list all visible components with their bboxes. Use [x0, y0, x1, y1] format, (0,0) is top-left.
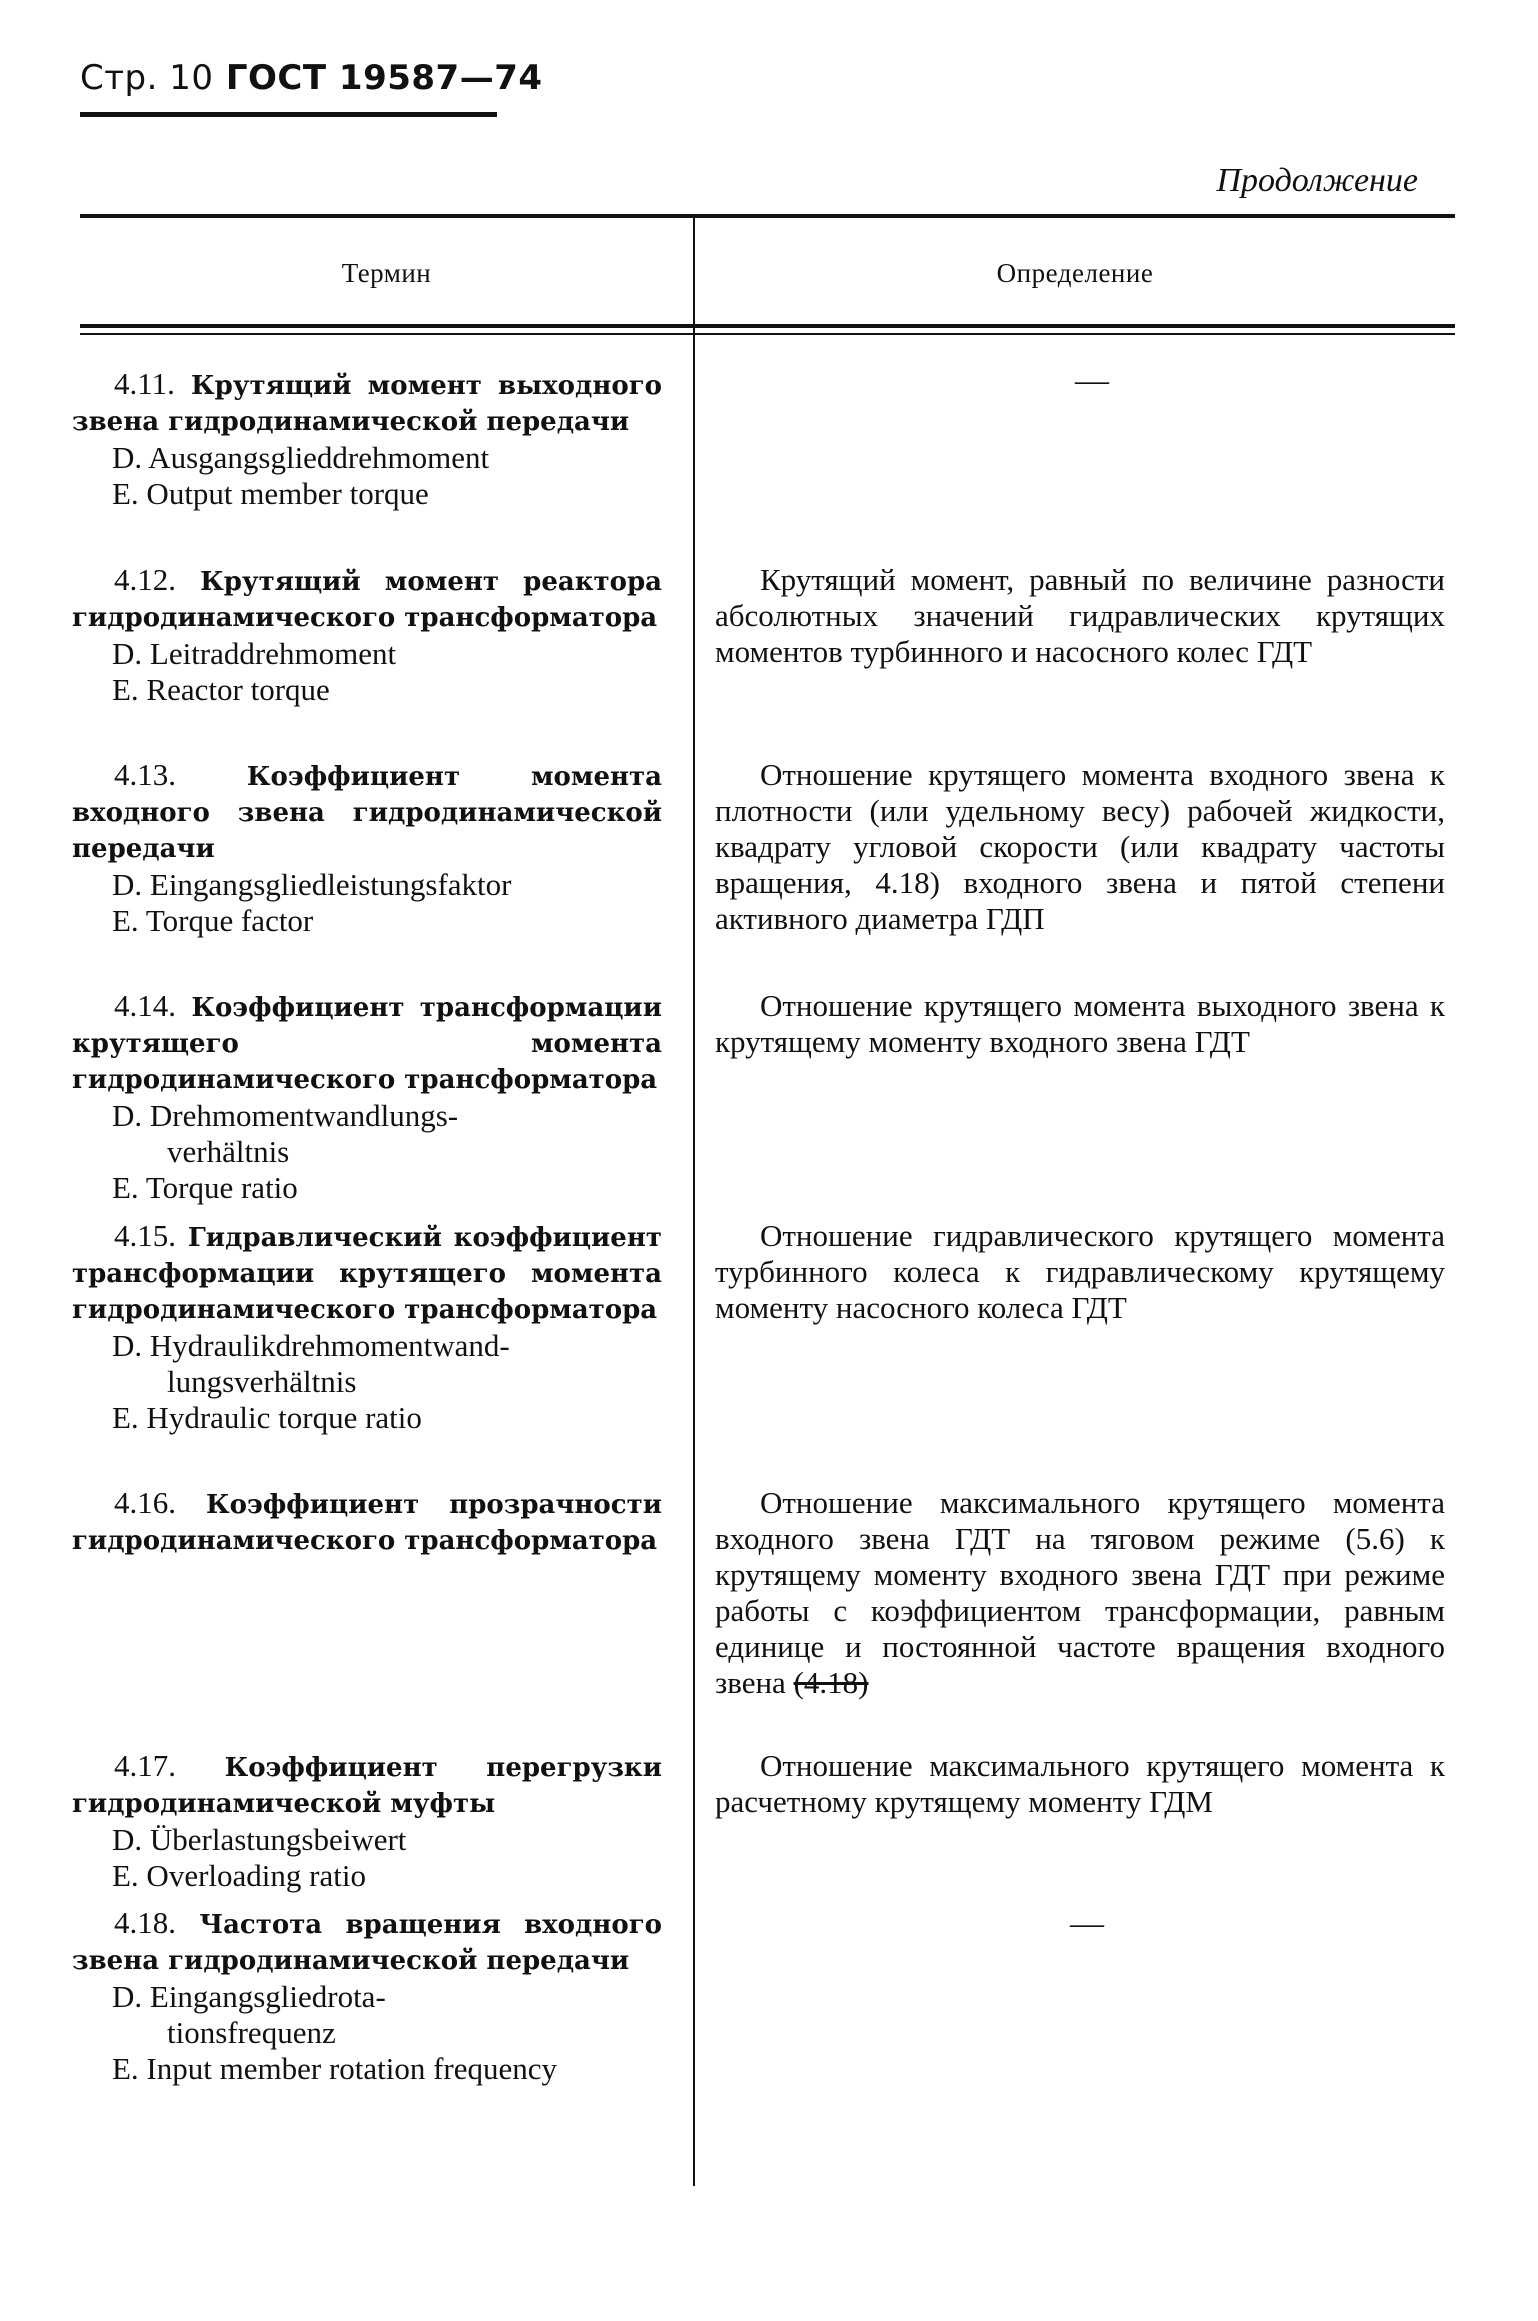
definition-4-11: —: [1075, 362, 1109, 399]
term-german: D. Ausgangsglieddrehmoment: [112, 440, 490, 475]
header-rule-thin: [80, 333, 1455, 335]
term-german-continued: lungsverhältnis: [167, 1364, 357, 1399]
term-number: 4.16.: [114, 1485, 176, 1520]
definition-4-16: [715, 1485, 1445, 1701]
term-german: D. Drehmomentwandlungs-: [112, 1098, 459, 1133]
standard-code: ГОСТ 19587—74: [225, 58, 543, 98]
term-title: Коэффициент момента входного звена гидродинамической передачи: [72, 762, 662, 864]
table-top-rule: [80, 214, 1455, 218]
term-english: E. Torque ratio: [112, 1170, 298, 1205]
term-german: D. Hydraulikdrehmomentwand-: [112, 1328, 510, 1363]
header-rule-thick: [80, 324, 1455, 328]
header-underline: [80, 112, 497, 117]
term-title: Крутящий момент реактора гидродинамического трансформатора: [72, 567, 662, 633]
term-4-14: [72, 988, 662, 1206]
term-number: 4.14.: [114, 988, 176, 1023]
definition-4-12: Крутящий момент, равный по величине разности абсолютных значений гидравлических крутящих моментов турбинного и насосного колес ГДТ: [715, 562, 1445, 669]
column-header-term: Термин: [341, 258, 432, 288]
term-english: E. Reactor torque: [112, 672, 330, 707]
term-title: Коэффициент перегрузки гидродинамической муфты: [72, 1753, 662, 1819]
page-header: [80, 58, 543, 98]
term-title: Коэффициент трансформации крутящего момента гидродинамического трансформатора: [72, 993, 662, 1095]
term-english: E. Input member rotation frequency: [112, 2051, 558, 2086]
page-number: Стр. 10: [80, 58, 214, 98]
term-title: Крутящий момент выходного звена гидродинамической передачи: [72, 371, 662, 437]
term-4-11: [72, 366, 662, 512]
term-number: 4.12.: [114, 562, 176, 597]
definition-4-15: Отношение гидравлического крутящего момента турбинного колеса к гидравлическому крутящему моменту насосного колеса ГДТ: [715, 1218, 1445, 1325]
term-title: Частота вращения входного звена гидродинамической передачи: [72, 1910, 662, 1976]
definition-4-14: Отношение крутящего момента выходного звена к крутящему моменту входного звена ГДТ: [715, 988, 1445, 1059]
term-title: Гидравлический коэффициент трансформации крутящего момента гидродинамического трансформатора: [72, 1223, 662, 1325]
term-german-continued: verhältnis: [167, 1134, 290, 1169]
term-4-16: [72, 1485, 662, 1559]
column-header-definition: Определение: [996, 258, 1154, 288]
definition-4-18: —: [1070, 1905, 1104, 1942]
term-number: 4.17.: [114, 1748, 176, 1783]
struck-reference: (4.18): [793, 1665, 869, 1700]
term-4-13: [72, 757, 662, 939]
continuation-label: Продолжение: [1216, 162, 1418, 199]
term-4-12: [72, 562, 662, 708]
definition-text: Отношение максимального крутящего момента входного звена ГДТ на тяговом режиме (5.6) к крутящему моменту входного звена ГДТ при режиме работы с коэффициентом трансформации, равным единице и постоянной частоте вращения входного звена: [715, 1485, 1445, 1700]
definition-4-13: Отношение крутящего момента входного звена к плотности (или удельному весу) рабочей жидкости, квадрату угловой скорости (или квадрату частоты вращения, 4.18) входного звена и пятой степени активного диаметра ГДП: [715, 757, 1445, 936]
term-english: E. Output member torque: [112, 476, 429, 511]
term-title: Коэффициент прозрачности гидродинамического трансформатора: [72, 1490, 662, 1556]
definition-4-17: Отношение максимального крутящего момента к расчетному крутящему моменту ГДМ: [715, 1748, 1445, 1819]
term-number: 4.13.: [114, 757, 176, 792]
term-4-17: [72, 1748, 662, 1894]
term-number: 4.15.: [114, 1218, 176, 1253]
term-german: D. Überlastungsbeiwert: [112, 1822, 407, 1857]
term-english: E. Hydraulic torque ratio: [112, 1400, 422, 1435]
term-german: D. Eingangsgliedleistungsfaktor: [112, 867, 512, 902]
term-english: E. Torque factor: [112, 903, 314, 938]
term-german-continued: tionsfrequenz: [167, 2015, 336, 2050]
term-number: 4.18.: [114, 1905, 176, 1940]
term-german: D. Leitraddrehmoment: [112, 636, 397, 671]
term-4-15: [72, 1218, 662, 1436]
term-german: D. Eingangsgliedrota-: [112, 1979, 386, 2014]
column-divider: [693, 218, 695, 2186]
term-4-18: [72, 1905, 662, 2087]
term-english: E. Overloading ratio: [112, 1858, 366, 1893]
term-number: 4.11.: [114, 366, 175, 401]
